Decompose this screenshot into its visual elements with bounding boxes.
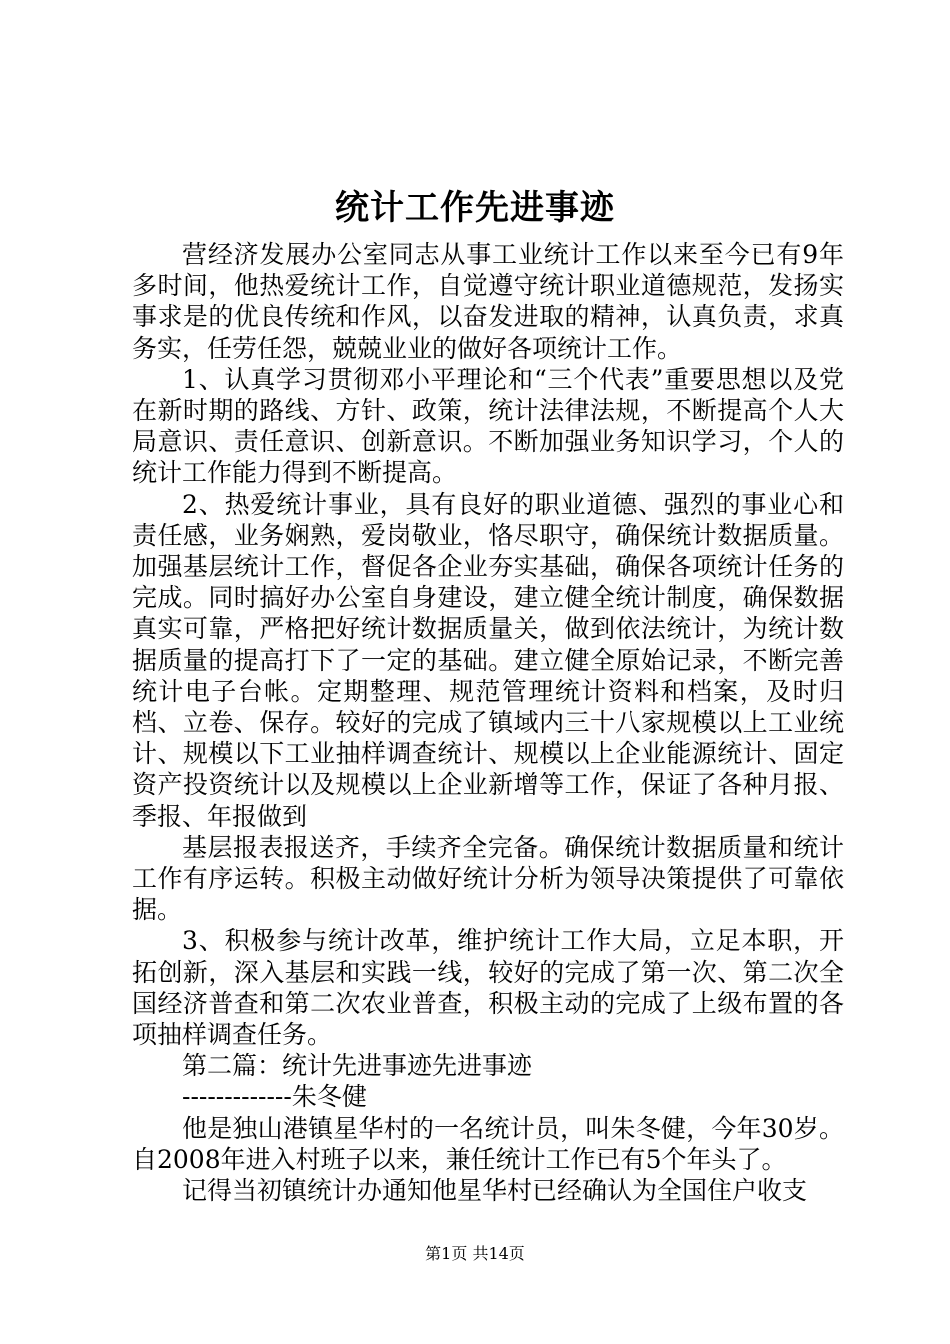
- page-footer: 第1页 共14页: [425, 1244, 525, 1263]
- document-body: [132, 239, 844, 1206]
- paragraph-intro: 营经济发展办公室同志从事工业统计工作以来至今已有9年多时间，他热爱统计工作，自觉遵守统计职业道德规范，发扬实事求是的优良传统和作风，以奋发进取的精神，认真负责，求真务实，任劳任怨，兢兢业业的做好各项统计工作。: [132, 240, 844, 363]
- paragraph-point-2-continued: 基层报表报送齐，手续齐全完备。确保统计数据质量和统计工作有序运转。积极主动做好统计分析为领导决策提供了可靠依据。: [132, 832, 844, 925]
- document-title: 统计工作先进事迹: [335, 188, 615, 228]
- paragraph-point-2: 2、热爱统计事业，具有良好的职业道德、强烈的事业心和责任感，业务娴熟，爱岗敬业，恪尽职守，确保统计数据质量。加强基层统计工作，督促各企业夯实基础，确保各项统计任务的完成。同时搞好办公室自身建设，建立健全统计制度，确保数据真实可靠，严格把好统计数据质量关，做到依法统计，为统计数据质量的提高打下了一定的基础。建立健全原始记录，不断完善统计电子台帐。定期整理、规范管理统计资料和档案，及时归档、立卷、保存。较好的完成了镇域内三十八家规模以上工业统计、规模以下工业抽样调查统计、规模以上企业能源统计、固定资产投资统计以及规模以上企业新增等工作，保证了各种月报、季报、年报做到: [132, 489, 844, 831]
- paragraph-part-two-continued: 记得当初镇统计办通知他星华村已经确认为全国住户收支: [182, 1176, 808, 1206]
- section-heading-part-two: 第二篇：统计先进事迹先进事迹: [182, 1051, 533, 1081]
- paragraph-part-two-intro: 他是独山港镇星华村的一名统计员，叫朱冬健，今年30岁。自2008年进入村班子以来，兼任统计工作已有5个年头了。: [132, 1113, 844, 1174]
- paragraph-point-3: 3、积极参与统计改革，维护统计工作大局，立足本职，开拓创新，深入基层和实践一线，较好的完成了第一次、第二次全国经济普查和第二次农业普查，积极主动的完成了上级布置的各项抽样调查任务。: [132, 926, 844, 1050]
- paragraph-point-1: 1、认真学习贯彻邓小平理论和“三个代表”重要思想以及党在新时期的路线、方针、政策，统计法律法规，不断提高个人大局意识、责任意识、创新意识。不断加强业务知识学习，个人的统计工作能力得到不断提高。: [132, 364, 844, 488]
- section-author-line: -------------朱冬健: [182, 1082, 367, 1112]
